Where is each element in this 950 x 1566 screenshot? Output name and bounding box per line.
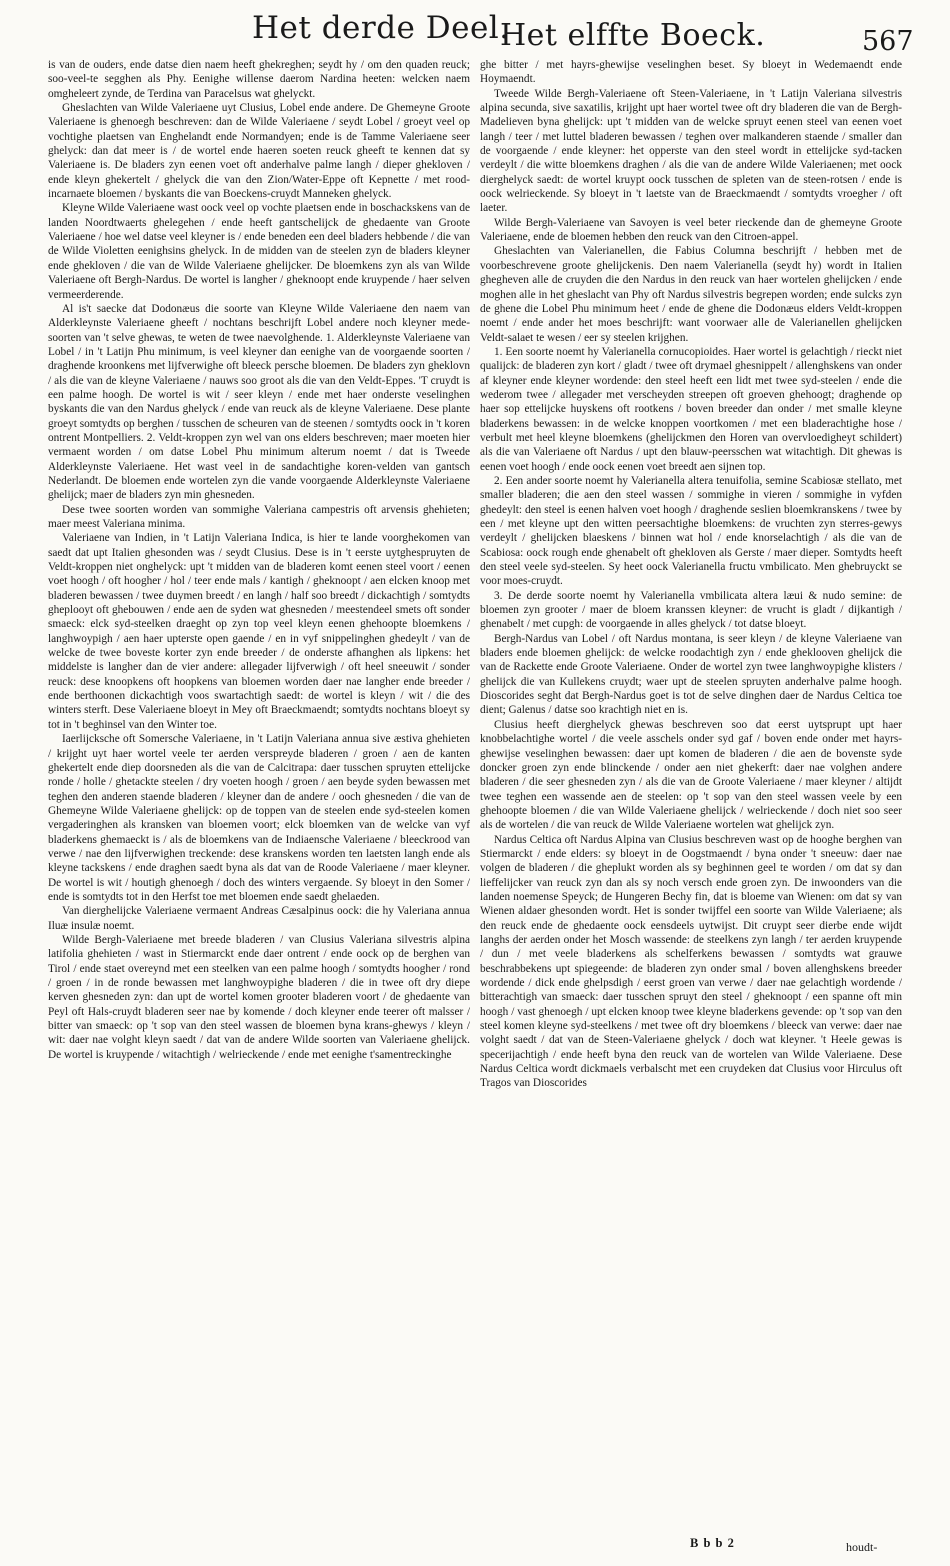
paragraph: Clusius heeft dierghelyck ghewas beschreven soo dat eerst uytsprupt upt haer knobbelachtighe wortel / die veele asschels onder syd gaf / boven ende onder met hayrs-ghewijse veselinghen bewassen: daer upt komen de bladeren / die aen de bovenste syde doncker groen zyn ende blinckende / onder aen niet ghekerft: daer nae volghen andere bladeren / die seer ghesneden zyn / als die van de Groote Valeriaene / maer kleyner / altijdt twee teghen een wassende aen de steelen: op 't sop van den steel wassen veele by een ghehoopte bloemen / die van Wilde Valeriaene ghelijck / welrieckende / doch niet soo seer als de wortelen / die van reuck de Wilde Valeriaene wortelen wat ghelijck zyn. <box>480 718 902 832</box>
paragraph: is van de ouders, ende datse dien naem heeft ghekreghen; seydt hy / om den quaden reuck; soo-veel-te segghen als Phy. Eenighe willense daerom Nardina heeten: welcken naem omgheleert zynde, de Terdina van Paracelsus wat ghelyckt. <box>48 59 470 100</box>
page-header <box>0 10 950 60</box>
paragraph: 3. De derde soorte noemt hy Valerianella vmbilicata altera læui & nudo semine: de bloemen zyn grooter / maer de bloem kranssen kleyner: de vrucht is gladt / dijkantigh / ghenabelt / met cupgh: de voorgaende in alles ghelyck / tot datse bloeyt. <box>480 589 902 631</box>
paragraph: Nardus Celtica oft Nardus Alpina van Clusius beschreven wast op de hooghe berghen van Stiermarckt / ende elders: sy bloeyt in de Oogstmaendt / byna onder 't sneeuw: daer nae volgen de bladeren / die gheplukt worden als sy beghinnen geel te worden / om dat sy dan lieffelijcker van reuck zyn dan als sy noch versch ende groen zyn. De inwoonders van die landen noemense Speyck; de Hungeren Bechy fin, dat is bloeme van Wienen: om dat sy van Wienen aldaer ghesonden wordt. Het is sonder twijffel een soorte van Wilde Valeriaene; als den reuck ende de ghedaente oock eensdeels uytwijst. Dit cruypt seer dierbe ende wijdt langhs der aerden onder het Mosch wassende: de steelkens zyn langh / ter aerden kruypende / dun / met veele bladerkens als schelferkens bewassen / somtydts wat grauwe beschrabbekens upt spiegeende: de bladeren zyn onder smal / boven allenghskens breeder wordende / dick ende ghelpsdigh / eerst groen van verwe / daer nae gelachtigh wordende / bitterachtigh van smaeck: daer tusschen spruyt den steel / gheknoopt / een spanne oft min hoogh / vast ghenoegh / upt elcken knoop twee kleyne bladerkens gevende: op 't sop van den steel komen kleyne syd-steelkens / met twee oft dry bloemkens / bleeck van verwe: daer nae volght saedt / dat van de Steen-Valeriaene ghelyck / doch wat kleyner. 't Heele gewas is specerijachtigh / ende heeft byna den reuck van de wortelen van Wilde Valeriaene. Dese Nardus Celtica wordt dickmaels verbalscht met een cruydeken dat Clusius voor Hirculus oft Tragos van Dioscorides <box>480 833 902 1090</box>
running-head-right: Het elffte Boeck. <box>500 18 766 53</box>
paragraph: Dese twee soorten worden van sommighe Valeriana campestris oft arvensis ghehieten; maer meest Valeriana minima. <box>48 503 470 530</box>
catchword: houdt- <box>846 1540 878 1554</box>
paragraph: Tweede Wilde Bergh-Valeriaene oft Steen-Valeriaene, in 't Latijn Valeriana silvestris alpina secunda, sive saxatilis, krijght upt haer wortel twee oft dry bladeren die van de Bergh-Madelieven byna ghelijck: upt 't midden van de welcke spruyt eenen steel van eenen voet langh / teer / met luttel bladeren bewassen / teghen over malkanderen staende / smaller dan de voorgaende / ende kleyner: het opperste van den steel wordt in ettelijcke syd-tacken verdeylt / die witte bloemkens draghen / als die van de andere Wilde Valeriaenen; met oock dierghelyck saedt: de wortel kruypt oock tusschen de spleten van de steen-rotsen / ende is oock welrieckende. Sy bloeyt in 't laetste van de Braeckmaendt / somtydts vroegher / oft laeter. <box>480 87 902 215</box>
paragraph: Gheslachten van Valerianellen, die Fabius Columna beschrijft / hebben met de voorbeschrevene groote ghelijckenis. Den naem Valerianella (seydt hy) wordt in Italien ghegheven alle de cruyden die den Nardus in den reuck van haer wortelen ghelijcken / ende moghen alle in het gheslacht van Phy oft Nardus silvestris begrepen worden; ende sulcks zyn de ghene die Lobel Phu minimum heet / ende de ghene die Dodonæus elders Veldt-kroppen noemt / ende ander het moes beschrijft: want voorwaer alle de Valerianellen ghelijcken Veldt-salaet te wesen / eer sy steelen krijghen. <box>480 245 902 344</box>
paragraph: Bergh-Nardus van Lobel / oft Nardus montana, is seer kleyn / de kleyne Valeriaene van bladers ende bloemen ghelijck: de welcke roodachtigh zyn / ende gheklooven ghelijck die van de Rackette ende Groote Valeriaene. Onder de wortel zyn twee langhwoypighe klisters / ghelijck die van Kullekens cruydt; waer upt de steelen spruyten anderhalve palme hoogh. Dioscorides seght dat Bergh-Nardus goet is tot de selve dinghen daer de Nardus Celtica toe dient; Galenus / datse soo krachtigh niet en is. <box>480 632 902 717</box>
signature-mark: B b b 2 <box>690 1536 735 1550</box>
paragraph: Al is't saecke dat Dodonæus die soorte van Kleyne Wilde Valeriaene den naem van Alderkleynste Valeriaene gheeft / nochtans beschrijft Lobel andere noch kleyner mede-soorten van 't selve ghewas, te weten de twee naevolghende. 1. Alderkleynste Valeriaene van Lobel / in 't Latijn Phu minimum, is veel kleyner dan eenighe van de voorgaende soorten / draghende kroonkens met lijfverwighe oft bleeck persche bloemen. De bladers zyn gheklovn / als die van de kleyne Valeriaene / nauws soo groot als die van den Veldt-Eppes. 'T cruydt is een palme hoogh. De wortel is wit / seer kleyn / ende met haer onderste veselinghen byskants die van den Nardus ghelyck / ende van reuck als de kleyne Valeriaene. Dese plante groeyt somtydts op berghen / tusschen de scheuren van de steenen / somtydts oock in 't koren ontrent Montpelliers. 2. Veldt-kroppen zyn wel van ons elders beschreven; maer moeten hier vermaent worden / om datse Lobel Phu minimum alterum noemt / dat is Tweede Alderkleynste Valeriaene. Het wast veel in de sandachtighe koren-velden van gantsch Nederlandt. De bloemen ende wortelen zyn die vande voorgaende Alderkleynste Valeriaene ghelijck; maer de bladers zyn min ghesneden. <box>48 302 470 502</box>
paragraph: 1. Een soorte noemt hy Valerianella cornucopioides. Haer wortel is gelachtigh / rieckt niet qualijck: de bladeren zyn kort / gladt / twee oft drymael ghesnippelt / allenghskens van onder af kleyner ende kleyner wordende: den steel heeft een lidt met twee syd-steelen / ende die wederom twee / allegader met verscheyden streepen oft groeven ghehoogt; draghende op haer sop ettelijcke huyskens oft rootkens / boven breeder dan onder / met smalle kleyne bladerkens bewassen: in de welcke knoppen voortkomen / met een bladerachtighe hose / verbult met heel kleyne bloemkens (ghelijckmen den Horen van overvloedigheyt schildert) als die van Valeriaene oft Nardus / upt den blauw-peersschen wat witachtigh. Dit ghewas is eenen voet hoogh / ende oock eenen voet breedt aen sijnen top. <box>480 345 902 473</box>
paragraph: Gheslachten van Wilde Valeriaene uyt Clusius, Lobel ende andere. De Ghemeyne Groote Valeriaene is ghenoegh beschreven: dan de Wilde Valeriaene / seydt Lobel / groeyt veel op vochtighe plaetsen van Enghelandt ende Normandyen; ende is de Tamme Valeriaene seer ghelyck: dan dat meer is / de wortel ende haeren soeten reuck gheeft te kennen dat sy Valeriaene is. De bladers zyn eenen voet oft anderhalve palme langh / dieper ghekloven / ende kleyn ghekertelt / ghelyck die van den Zion/Water-Eppe oft Kepnette / met rood-incarnaete bloemen / byskants die van Boeckens-cruydt Manneken ghelyck. <box>48 102 470 201</box>
left-text-column <box>48 58 470 1544</box>
paragraph: ghe bitter / met hayrs-ghewijse veselinghen beset. Sy bloeyt in Wedemaendt ende Hoymaendt. <box>480 59 902 86</box>
paragraph: Van dierghelijcke Valeriaene vermaent Andreas Cæsalpinus oock: die hy Valeriana annua Iluæ insulæ noemt. <box>48 905 470 932</box>
right-text-column <box>480 58 902 1544</box>
paragraph: Kleyne Wilde Valeriaene wast oock veel op vochte plaetsen ende in boschackskens van de landen Noordtwaerts ghelegehen / ende heeft gantschelijck de ghedaente van Groote Valeriaene / hoe wel datse veel kleyner is / ende beneden een deel bladers hebbende / die van de Wilde Violetten eenighsins ghelyck. In de midden van de steelen zyn de bladers kleyner ende ghekloven / die van de Wilde Valeriaene ghelijcker. De bloemkens zyn als van Wilde Valeriaene oft Bergh-Nardus. De wortel is langher / gheknoopt ende kruypende / haer selven vermeerderende. <box>48 202 470 301</box>
page-number: 567 <box>862 26 914 57</box>
paragraph: 2. Een ander soorte noemt hy Valerianella altera tenuifolia, semine Scabiosæ stellato, met smaller bladeren; die aen den steel wassen / sommighe in vieren / sommighe in vyfden ghedeylt: den steel is eenen halven voet hoogh / draghende seslien bloemkranskens / twee by een / met kleyne upt den witten peersachtighe bloemkens: de vruchten zyn sterres-gewys verdeylt / ghelijcken blaeskens / binnen wat hol / ende knorselachtigh / als die van de Scabiosa: oock rough ende ghenabelt oft ghekloven als Gerste / maer dieper. Somtydts heeft den steel veele syd-steelen. Sy heet oock Valerianella fructu vmbilicato. Men ghebruyckt se voor moes-cruydt. <box>480 474 902 588</box>
paragraph: Valeriaene van Indien, in 't Latijn Valeriana Indica, is hier te lande voorghekomen van saedt dat upt Italien ghesonden was / seydt Clusius. Dese is in 't eerste uytghespruyten de Veldt-kroppen niet onghelyck: upt 't midden van de bladeren komt eenen steel voort / eenen voet hoogh / oft hoogher / hol / teer ende mals / kantigh / gheknoopt / aen elcken knoop met bladeren bewassen / twee duymen breedt / en langh / half soo breedt / dickachtigh / somtydts gheplooyt oft ghebouwen / ende aen de syden wat ghesneden / meestendeel smets oft sonder smaeck: elck syd-steelken draeght op zyn top veel kleyn eenen ghehoopte bloemkens / langhwoypigh / aen haer upterste open gaende / en in vyf snippelinghen ghedeylt / van de welcke de twee boveste korter zyn ende breeder / de onderste afhanghen als lipkens: het middelste is langher dan de vier andere: allegader lijfverwigh / oft heel sneeuwit / sonder reuck: dese knoopkens oft hoopkens van bloemen worden daer nae langher ende breeder / ende berthoonen dickachtigh voos swartachtigh saedt: de wortel is kleyn / wit / die des winters sterft. Dese Valeriaene bloeyt in Mey oft Braeckmaendt; somtydts nochtans bloeyt sy tot in 't beghinsel van den Winter toe. <box>48 532 470 731</box>
paragraph: Wilde Bergh-Valeriaene van Savoyen is veel beter rieckende dan de ghemeyne Groote Valeriaene, ende de bloemen hebben den reuck van den Citroen-appel. <box>480 216 902 244</box>
running-head-left: Het derde Deel. <box>252 10 510 46</box>
paragraph: Iaerlijcksche oft Somersche Valeriaene, in 't Latijn Valeriana annua sive æstiva ghehieten / krijght uyt haer wortel veele ter aerden verspreyde bladeren / groen / aen de kanten ghekertelt ende diep doorsneden als die van de Calcitrapa: daer tusschen spruyten ettelijcke ronde / holle / ghetackte steelen / dry voeten hoogh / groen / aen beyde syden bewassen met teghen den anderen staende bladeren / kleyner dan de andere / ooch ghesneden / die van de Ghemeyne Wilde Valeriaene ghelijck: op de toppen van de steelen ende syd-steelen komen vergaderinghen als kransken van bloemen voort; elck bloemken van de welcke van vyf bladerkens ghemaeckt is / als de bloemkens van de Indiaensche Valeriaene / bleeckrood van verwe / nae den lijfverwighen treckende: dese kranskens worden ten laetsten langh ende als kleyne tackskens / ende draghen saedt byna als dat van de Roode Valeriaene / maer kleyner. De wortel is wit / houtigh ghenoegh / doch des winters vergaende. Sy bloeyt in den Somer / ende is somtydts tot in den Herfst toe met bloemen ende saedt ghelaeden. <box>48 733 470 903</box>
paragraph: Wilde Bergh-Valeriaene met breede bladeren / van Clusius Valeriana silvestris alpina latifolia ghehieten / wast in Stiermarckt ende daer ontrent / ende oock op de berghen van Tirol / ende staet overeynd met een steelken van een palme hoogh / somtydts hoogher / rond / groen / in de ronde bewassen met langhwoypighe bladeren / die in twee oft dry diepe kerven ghesneden zyn: dan upt de wortel komen grooter bladeren voort / de ghedaente van Peyl oft Hals-cruydt bladeren seer nae by komende / doch kleyner ende teerer oft malsser / bitter van smaeck: op 't sop van den steel wassen de bloemen byna krans-ghewys / kleyn / wit: daer nae volght kleyn saedt / dat van de andere Wilde soorten van Valeriaene ghelijck. De wortel is kruypende / witachtigh / welrieckende / ende met eenighe t'samentreckinghe <box>48 933 470 1061</box>
